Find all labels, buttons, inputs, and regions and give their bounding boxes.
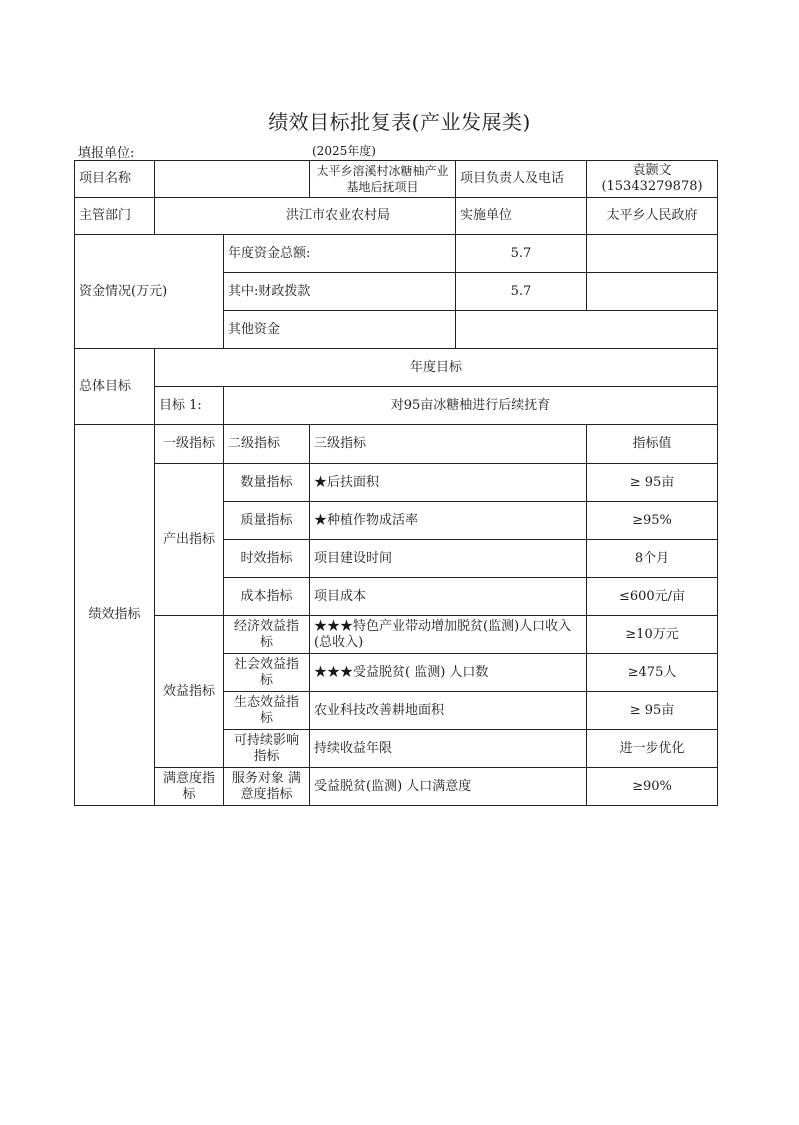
year-label: (2025年度) (312, 144, 376, 158)
indicator-value: 进一步优化 (587, 730, 718, 768)
indicator-level1: 产出指标 (155, 464, 224, 616)
indicator-level3: 项目建设时间 (310, 540, 587, 578)
page-title: 绩效目标批复表(产业发展类) (268, 110, 531, 134)
indicator-level3: ★后扶面积 (310, 464, 587, 502)
indicator-level3: 农业科技改善耕地面积 (310, 692, 587, 730)
indicator-row (75, 464, 718, 502)
indicator-level3: ★种植作物成活率 (310, 502, 587, 540)
overall-target-row (75, 387, 718, 425)
indicator-value: ≤600元/亩 (587, 578, 718, 616)
funds-fiscal-label: 其中:财政拨款 (224, 273, 456, 311)
header-level2: 二级指标 (224, 425, 310, 464)
funds-other-label: 其他资金 (224, 311, 456, 349)
indicator-value: ≥10万元 (587, 616, 718, 654)
impl-unit-value: 太平乡人民政府 (587, 198, 718, 235)
project-leader-phone: (15343279878) (601, 179, 703, 194)
funds-total-extra (587, 235, 718, 273)
funds-total-value: 5.7 (456, 235, 587, 273)
fill-unit-label: 填报单位: (78, 146, 135, 161)
indicator-value: ≥ 95亩 (587, 692, 718, 730)
indicator-level2: 经济效益指标 (224, 616, 310, 654)
annual-target-label: 年度目标 (155, 349, 718, 387)
funds-label: 资金情况(万元) (75, 235, 224, 349)
indicator-level3: ★★★受益脱贫( 监测) 人口数 (310, 654, 587, 692)
indicator-level3: 持续收益年限 (310, 730, 587, 768)
indicator-level3: 项目成本 (310, 578, 587, 616)
funds-total-row (75, 235, 718, 273)
project-leader-name: 袁颢文 (632, 163, 672, 178)
project-leader-value (587, 161, 718, 198)
indicator-value: ≥90% (587, 768, 718, 806)
indicator-level2: 社会效益指标 (224, 654, 310, 692)
indicator-level3: 受益脱贫(监测) 人口满意度 (310, 768, 587, 806)
department-value: 洪江市农业农村局 (155, 198, 456, 235)
funds-total-label: 年度资金总额: (224, 235, 456, 273)
indicator-level2: 成本指标 (224, 578, 310, 616)
indicator-level2: 时效指标 (224, 540, 310, 578)
indicator-header-row (75, 425, 718, 464)
indicator-value: 8个月 (587, 540, 718, 578)
header-value: 指标值 (587, 425, 718, 464)
target-1-value: 对95亩冰糖柚进行后续抚育 (224, 387, 718, 425)
performance-target-table (74, 160, 718, 806)
indicator-row (75, 768, 718, 806)
project-leader-label: 项目负责人及电话 (456, 161, 587, 198)
project-name-value: 太平乡溶溪村冰糖柚产业基地后抚项目 (310, 161, 456, 198)
indicator-level2: 服务对象 满意度指标 (224, 768, 310, 806)
indicator-level2: 质量指标 (224, 502, 310, 540)
department-row (75, 198, 718, 235)
overall-target-label: 总体目标 (75, 349, 155, 425)
indicator-level1: 效益指标 (155, 616, 224, 768)
overall-annual-row (75, 349, 718, 387)
target-1-label: 目标 1: (155, 387, 224, 425)
indicator-level3: ★★★特色产业带动增加脱贫(监测)人口收入(总收入) (310, 616, 587, 654)
funds-fiscal-value: 5.7 (456, 273, 587, 311)
indicator-level1: 满意度指标 (155, 768, 224, 806)
header-level3: 三级指标 (310, 425, 587, 464)
project-name-label-spacer (155, 161, 310, 198)
indicator-level2: 生态效益指标 (224, 692, 310, 730)
indicator-value: ≥ 95亩 (587, 464, 718, 502)
project-row (75, 161, 718, 198)
funds-other-value (456, 311, 718, 349)
header-level1: 一级指标 (155, 425, 224, 464)
indicator-row (75, 616, 718, 654)
impl-unit-label: 实施单位 (456, 198, 587, 235)
indicator-value: ≥95% (587, 502, 718, 540)
indicator-level2: 可持续影响指标 (224, 730, 310, 768)
funds-fiscal-extra (587, 273, 718, 311)
indicator-level2: 数量指标 (224, 464, 310, 502)
performance-indicator-label: 绩效指标 (75, 425, 155, 806)
indicator-value: ≥475人 (587, 654, 718, 692)
project-name-label: 项目名称 (75, 161, 155, 198)
department-label: 主管部门 (75, 198, 155, 235)
